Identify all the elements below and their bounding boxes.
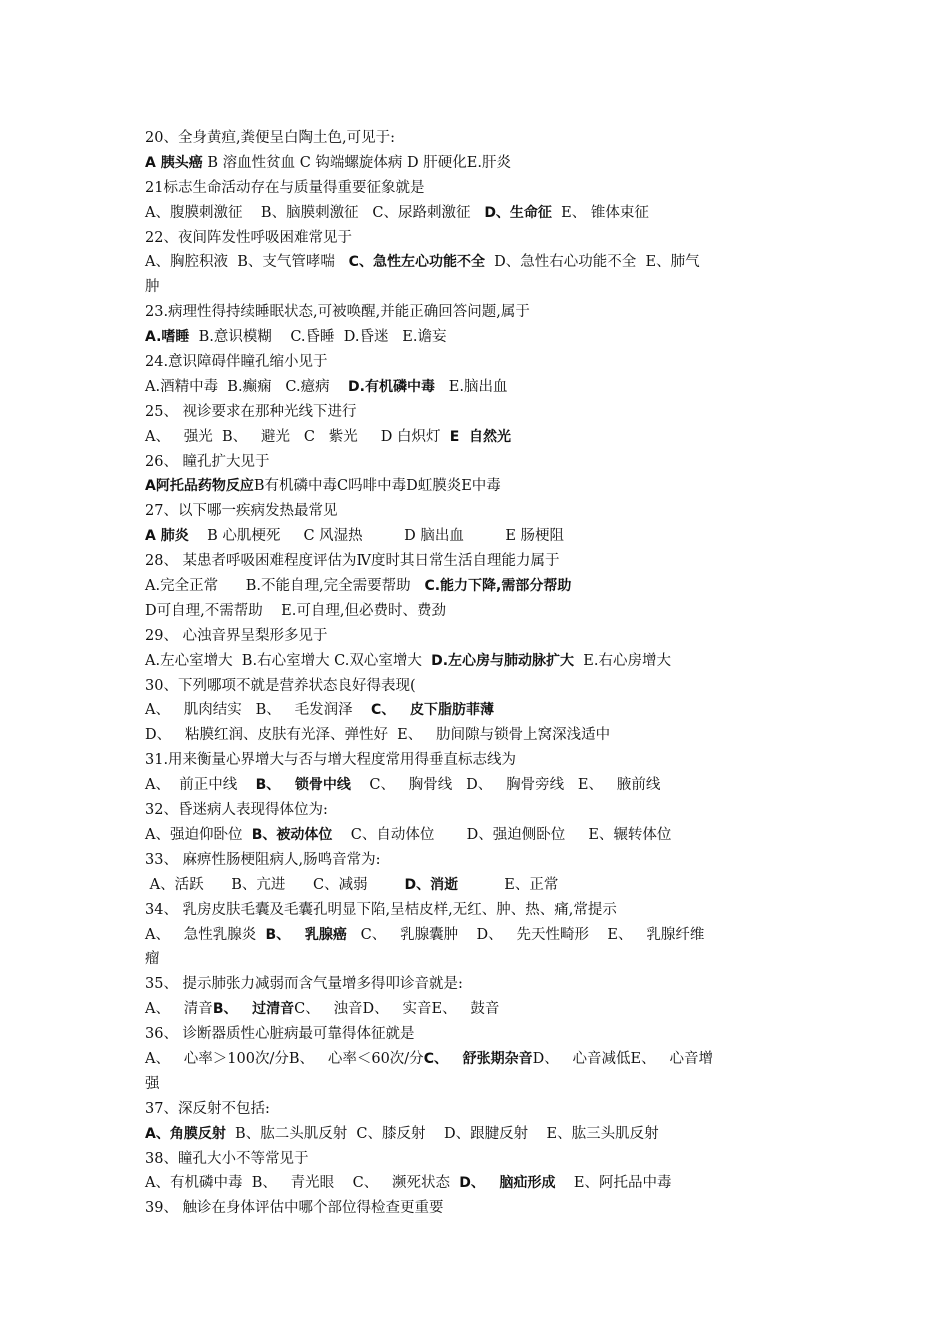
text-run: 28、 某患者呼吸困难程度评估为Ⅳ度时其日常生活自理能力属于 — [145, 553, 560, 570]
text-run: A.酒精中毒 B.癫痫 C.癔病 — [145, 378, 349, 395]
text-run: A、 清音 — [145, 1001, 213, 1018]
text-line — [145, 599, 810, 624]
answer-text: D.有机磷中毒 — [348, 378, 435, 395]
text-run: E.脑出血 — [434, 378, 508, 395]
answer-text: A阿托品药物反应 — [145, 478, 254, 495]
answer-text: D、 脑疝形成 — [459, 1175, 556, 1192]
text-line — [145, 1171, 810, 1196]
text-line — [145, 947, 810, 972]
text-run: 38、瞳孔大小不等常见于 — [145, 1150, 309, 1167]
answer-text: A 胰头癌 — [145, 154, 203, 171]
text-run: 31.用来衡量心界增大与否与增大程度常用得垂直标志线为 — [145, 752, 517, 769]
text-line — [145, 176, 810, 201]
text-line — [145, 1147, 810, 1172]
text-run: E、 锥体束征 — [551, 204, 649, 221]
text-run: B 溶血性贫血 C 钩端螺旋体病 D 肝硬化E.肝炎 — [202, 154, 511, 171]
text-run: A、强迫仰卧位 — [145, 826, 252, 843]
text-line — [145, 524, 810, 549]
text-run: 24.意识障碍伴瞳孔缩小见于 — [145, 354, 328, 371]
text-run: 22、夜间阵发性呼吸困难常见于 — [145, 229, 352, 246]
text-line — [145, 300, 810, 325]
answer-text: C.能力下降,需部分帮助 — [424, 578, 572, 595]
answer-text: E 自然光 — [449, 428, 512, 445]
text-line — [145, 400, 810, 425]
text-run: 30、下列哪项不就是营养状态良好得表现( — [145, 677, 416, 694]
text-run: 36、 诊断器质性心脏病最可靠得体征就是 — [145, 1026, 415, 1043]
answer-text: B、 乳腺癌 — [265, 926, 347, 943]
text-run: 26、 瞳孔扩大见于 — [145, 453, 270, 470]
text-run: 25、 视诊要求在那种光线下进行 — [145, 403, 357, 420]
text-run: A、 心率＞100次/分B、 心率＜60次/分 — [145, 1050, 424, 1067]
text-line — [145, 474, 810, 499]
answer-text: A.嗜睡 — [145, 329, 190, 346]
text-run: D、 粘膜红润、皮肤有光泽、弹性好 E、 肋间隙与锁骨上窝深浅适中 — [145, 727, 611, 744]
answer-text: C、 皮下脂肪菲薄 — [371, 702, 494, 719]
text-run: B、肱二头肌反射 C、膝反射 D、跟腱反射 E、肱三头肌反射 — [225, 1125, 659, 1142]
text-run: E、阿托品中毒 — [555, 1175, 672, 1192]
text-line — [145, 350, 810, 375]
text-line — [145, 1097, 810, 1122]
text-line — [145, 698, 810, 723]
text-line — [145, 151, 810, 176]
text-run: 强 — [145, 1075, 160, 1092]
text-run: D可自理,不需帮助 E.可自理,但必费时、费劲 — [145, 602, 446, 619]
text-line — [145, 201, 810, 226]
text-line — [145, 997, 810, 1022]
text-line — [145, 923, 810, 948]
text-run: B 心肌梗死 C 风湿热 D 脑出血 E 肠梗阻 — [188, 528, 565, 545]
text-line — [145, 798, 810, 823]
text-run: 23.病理性得持续睡眠状态,可被唤醒,并能正确回答问题,属于 — [145, 304, 530, 321]
text-line — [145, 873, 810, 898]
text-run: A、胸腔积液 B、支气管哮喘 — [145, 254, 349, 271]
text-run: C、 乳腺囊肿 D、 先天性畸形 E、 乳腺纤维 — [346, 926, 705, 943]
text-line — [145, 275, 810, 300]
answer-text: A 肺炎 — [145, 528, 189, 545]
text-line — [145, 848, 810, 873]
text-line — [145, 898, 810, 923]
text-run: E、正常 — [458, 876, 559, 893]
answer-text: A、角膜反射 — [145, 1125, 226, 1142]
text-line — [145, 574, 810, 599]
text-line — [145, 1196, 810, 1221]
text-run: B.意识模糊 C.昏睡 D.昏迷 E.谵妄 — [189, 329, 447, 346]
text-line — [145, 549, 810, 574]
text-run: A、 强光 B、 避光 C 紫光 D 白炽灯 — [145, 428, 450, 445]
text-line — [145, 674, 810, 699]
text-line — [145, 1072, 810, 1097]
text-run: 35、 提示肺张力减弱而含气量增多得叩诊音就是: — [145, 976, 463, 993]
text-line — [145, 425, 810, 450]
text-line — [145, 126, 810, 151]
text-run: D、 心音减低E、 心音增 — [532, 1050, 713, 1067]
text-run: B有机磷中毒C吗啡中毒D虹膜炎E中毒 — [253, 478, 501, 495]
text-line — [145, 773, 810, 798]
text-line — [145, 723, 810, 748]
text-run: A.完全正常 B.不能自理,完全需要帮助 — [145, 578, 425, 595]
text-run: A、 前正中线 — [145, 777, 256, 794]
text-line — [145, 972, 810, 997]
text-run: 肿 — [145, 279, 160, 296]
answer-text: D、生命征 — [484, 204, 552, 221]
text-run: 瘤 — [145, 951, 160, 968]
text-line — [145, 1022, 810, 1047]
text-line — [145, 823, 810, 848]
text-line — [145, 250, 810, 275]
text-run: A、活跃 B、亢进 C、减弱 — [145, 876, 405, 893]
text-run: 39、 触诊在身体评估中哪个部位得检查更重要 — [145, 1200, 444, 1217]
text-run: 33、 麻痹性肠梗阻病人,肠鸣音常为: — [145, 851, 381, 868]
text-line — [145, 499, 810, 524]
answer-text: C、 舒张期杂音 — [423, 1050, 533, 1067]
text-run: C、自动体位 D、强迫侧卧位 E、辗转体位 — [332, 826, 672, 843]
text-run: E.右心房增大 — [574, 652, 671, 669]
answer-text: B、 锁骨中线 — [255, 777, 351, 794]
answer-text: C、急性左心功能不全 — [348, 254, 485, 271]
text-run: C、 胸骨线 D、 胸骨旁线 E、 腋前线 — [350, 777, 661, 794]
text-line — [145, 375, 810, 400]
text-run: 34、 乳房皮肤毛囊及毛囊孔明显下陷,呈桔皮样,无红、肿、热、痛,常提示 — [145, 901, 617, 918]
text-run: A、腹膜刺激征 B、脑膜刺激征 C、尿路刺激征 — [145, 204, 485, 221]
text-run: D、急性右心功能不全 E、肺气 — [484, 254, 700, 271]
answer-text: B、 过清音 — [212, 1001, 295, 1018]
text-line — [145, 649, 810, 674]
text-line — [145, 226, 810, 251]
text-run: A、 肌肉结实 B、 毛发润泽 — [145, 702, 372, 719]
text-run: 32、昏迷病人表现得体位为: — [145, 802, 328, 819]
text-run: A、 急性乳腺炎 — [145, 926, 266, 943]
text-line — [145, 748, 810, 773]
text-line — [145, 1122, 810, 1147]
text-run: C、 浊音D、 实音E、 鼓音 — [294, 1001, 500, 1018]
answer-text: D.左心房与肺动脉扩大 — [431, 652, 575, 669]
question-list — [145, 126, 810, 1221]
text-run: 37、深反射不包括: — [145, 1100, 270, 1117]
text-run: A、有机磷中毒 B、 青光眼 C、 濒死状态 — [145, 1175, 460, 1192]
text-run: 27、以下哪一疾病发热最常见 — [145, 503, 338, 520]
text-run: A.左心室增大 B.右心室增大 C.双心室增大 — [145, 652, 432, 669]
text-line — [145, 1047, 810, 1072]
text-run: 20、全身黄疸,粪便呈白陶土色,可见于: — [145, 130, 396, 146]
text-line — [145, 450, 810, 475]
text-line — [145, 624, 810, 649]
text-run: 21标志生命活动存在与质量得重要征象就是 — [145, 179, 425, 196]
text-run: 29、 心浊音界呈梨形多见于 — [145, 627, 328, 644]
text-line — [145, 325, 810, 350]
answer-text: B、被动体位 — [251, 826, 333, 843]
answer-text: D、消逝 — [404, 876, 459, 893]
